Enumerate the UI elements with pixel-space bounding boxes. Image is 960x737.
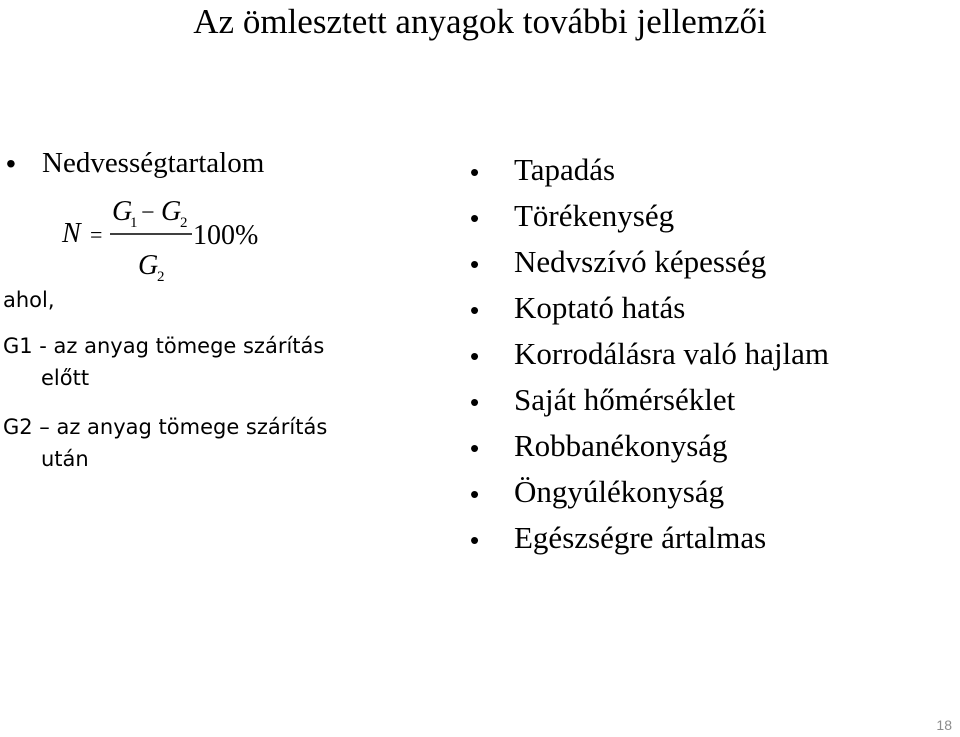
page-number: 18 [936, 717, 952, 733]
list-item-label: Korrodálásra való hajlam [514, 336, 830, 371]
list-item-label: Koptató hatás [514, 290, 686, 325]
list-item [470, 380, 950, 426]
list-item [470, 288, 950, 334]
list-item [470, 518, 950, 564]
formula-numerator-a-sub: 1 [130, 215, 138, 231]
bullet-icon: • [470, 387, 480, 417]
list-item-label: Tapadás [514, 152, 616, 187]
list-item-label: Egészségre ártalmas [514, 520, 767, 555]
bullet-icon: • [470, 433, 480, 463]
note-g1-line1: G1 - az anyag tömege szárítás [3, 334, 325, 358]
list-item-label: Robbanékonyság [514, 428, 728, 463]
list-item-label: Nedvszívó képesség [514, 244, 767, 279]
formula-minus: − [141, 200, 155, 226]
bullet-icon: • [470, 249, 480, 279]
note-g2 [3, 411, 423, 475]
list-item-label: Saját hőmérséklet [514, 382, 736, 417]
bullet-icon: • [470, 295, 480, 325]
bullet-icon: • [470, 479, 480, 509]
bullet-icon: • [6, 148, 16, 179]
list-item-label: Öngyúlékonyság [514, 474, 725, 509]
bullet-icon: • [470, 525, 480, 555]
note-g1-line2: előtt [41, 366, 90, 390]
formula-numerator-a: G [112, 196, 133, 227]
formula-denominator: G [138, 250, 159, 281]
formula-lhs: N [62, 218, 81, 249]
formula-numerator-b-sub: 2 [180, 215, 188, 231]
bullet-icon: • [470, 341, 480, 371]
list-item [470, 196, 950, 242]
list-item [470, 334, 950, 380]
list-item [470, 426, 950, 472]
list-item [470, 242, 950, 288]
bullet-icon: • [470, 203, 480, 233]
formula-numerator-b: G [161, 196, 182, 227]
note-g1 [3, 330, 423, 394]
bullet-icon: • [470, 157, 480, 187]
moisture-formula [60, 194, 280, 294]
note-g2-line2: után [41, 447, 89, 471]
slide-title: Az ömlesztett anyagok további jellemzői [193, 2, 767, 41]
formula-graphic [60, 194, 280, 294]
bullet-heading-moisture: Nedvességtartalom [42, 147, 265, 179]
note-ahol: ahol, [3, 288, 55, 312]
formula-factor: 100% [193, 220, 259, 251]
left-column [0, 0, 460, 737]
note-g2-line1: G2 – az anyag tömege szárítás [3, 415, 328, 439]
list-item-label: Törékenység [514, 198, 675, 233]
list-item [470, 472, 950, 518]
formula-denominator-sub: 2 [157, 269, 165, 285]
formula-equals: = [90, 222, 103, 247]
list-item [470, 150, 950, 196]
